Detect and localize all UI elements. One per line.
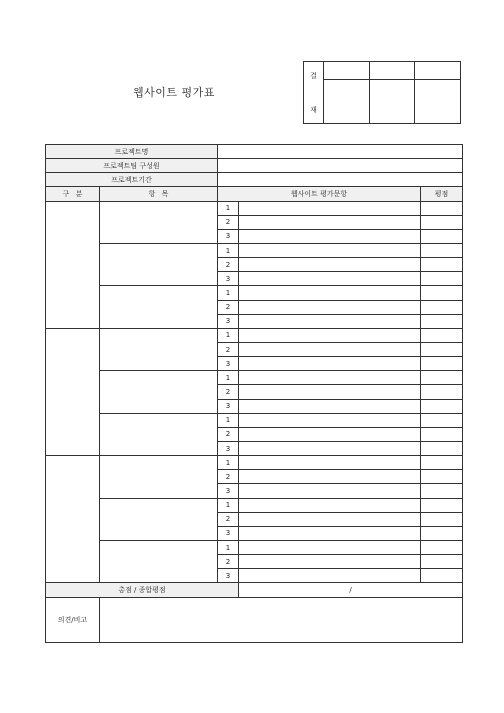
score-cell[interactable]	[421, 314, 463, 328]
item-cell[interactable]	[100, 456, 218, 498]
project-team-label: 프로젝트팀 구성원	[46, 159, 218, 173]
page-title: 웹사이트 평가표	[133, 86, 215, 99]
question-cell[interactable]	[239, 371, 421, 385]
question-number: 2	[218, 385, 239, 399]
score-cell[interactable]	[421, 427, 463, 441]
question-cell[interactable]	[239, 540, 421, 554]
approval-label-bottom: 재	[310, 105, 317, 114]
question-cell[interactable]	[239, 526, 421, 540]
question-number: 3	[218, 569, 239, 583]
approval-box	[303, 61, 461, 124]
approval-title-cell[interactable]	[324, 62, 370, 80]
question-cell[interactable]	[239, 272, 421, 286]
approval-title-cell[interactable]	[369, 62, 415, 80]
question-cell[interactable]	[239, 569, 421, 583]
question-number: 2	[218, 342, 239, 356]
question-cell[interactable]	[239, 399, 421, 413]
project-name-field[interactable]	[218, 145, 463, 159]
question-cell[interactable]	[239, 427, 421, 441]
question-cell[interactable]	[239, 484, 421, 498]
question-number: 3	[218, 484, 239, 498]
item-cell[interactable]	[100, 540, 218, 582]
question-cell[interactable]	[239, 328, 421, 342]
question-number: 1	[218, 201, 239, 215]
score-cell[interactable]	[421, 300, 463, 314]
project-team-field[interactable]	[218, 159, 463, 173]
score-cell[interactable]	[421, 371, 463, 385]
item-cell[interactable]	[100, 413, 218, 455]
question-cell[interactable]	[239, 201, 421, 215]
question-number: 1	[218, 286, 239, 300]
category-cell[interactable]	[46, 456, 100, 583]
project-period-label: 프로젝트기간	[46, 173, 218, 187]
item-cell[interactable]	[100, 286, 218, 328]
project-name-label: 프로젝트명	[46, 145, 218, 159]
score-cell[interactable]	[421, 272, 463, 286]
question-number: 1	[218, 328, 239, 342]
item-cell[interactable]	[100, 371, 218, 413]
score-cell[interactable]	[421, 286, 463, 300]
category-cell[interactable]	[46, 201, 100, 328]
category-cell[interactable]	[46, 328, 100, 455]
score-cell[interactable]	[421, 569, 463, 583]
question-number: 1	[218, 540, 239, 554]
score-cell[interactable]	[421, 456, 463, 470]
score-cell[interactable]	[421, 540, 463, 554]
question-number: 3	[218, 314, 239, 328]
evaluation-table	[45, 144, 463, 643]
question-cell[interactable]	[239, 470, 421, 484]
score-cell[interactable]	[421, 526, 463, 540]
question-number: 2	[218, 427, 239, 441]
item-cell[interactable]	[100, 201, 218, 243]
score-cell[interactable]	[421, 498, 463, 512]
approval-sign-cell[interactable]	[324, 80, 370, 124]
question-cell[interactable]	[239, 342, 421, 356]
question-number: 3	[218, 441, 239, 455]
score-cell[interactable]	[421, 258, 463, 272]
approval-label	[304, 62, 324, 124]
question-number: 1	[218, 243, 239, 257]
question-cell[interactable]	[239, 555, 421, 569]
question-cell[interactable]	[239, 286, 421, 300]
total-score-label: 총점 / 종합평점	[46, 583, 239, 597]
score-cell[interactable]	[421, 243, 463, 257]
score-cell[interactable]	[421, 399, 463, 413]
score-cell[interactable]	[421, 328, 463, 342]
question-number: 2	[218, 555, 239, 569]
question-cell[interactable]	[239, 314, 421, 328]
question-number: 2	[218, 512, 239, 526]
question-number: 3	[218, 357, 239, 371]
question-cell[interactable]	[239, 385, 421, 399]
score-cell[interactable]	[421, 385, 463, 399]
question-header: 웹사이트 평가문항	[218, 187, 421, 201]
score-header: 평점	[421, 187, 463, 201]
question-number: 1	[218, 413, 239, 427]
score-cell[interactable]	[421, 357, 463, 371]
score-cell[interactable]	[421, 201, 463, 215]
question-cell[interactable]	[239, 512, 421, 526]
question-number: 2	[218, 300, 239, 314]
question-cell[interactable]	[239, 357, 421, 371]
question-number: 1	[218, 498, 239, 512]
approval-title-cell[interactable]	[415, 62, 461, 80]
question-cell[interactable]	[239, 300, 421, 314]
approval-label-top: 결	[310, 71, 317, 80]
question-cell[interactable]	[239, 413, 421, 427]
question-number: 2	[218, 258, 239, 272]
score-cell[interactable]	[421, 229, 463, 243]
score-cell[interactable]	[421, 342, 463, 356]
question-cell[interactable]	[239, 441, 421, 455]
item-cell[interactable]	[100, 243, 218, 285]
score-cell[interactable]	[421, 413, 463, 427]
total-score-value[interactable]: /	[239, 583, 463, 597]
item-cell[interactable]	[100, 328, 218, 370]
score-cell[interactable]	[421, 441, 463, 455]
score-cell[interactable]	[421, 215, 463, 229]
question-cell[interactable]	[239, 229, 421, 243]
score-cell[interactable]	[421, 512, 463, 526]
question-number: 3	[218, 272, 239, 286]
item-header: 항 목	[100, 187, 218, 201]
approval-sign-cell[interactable]	[415, 80, 461, 124]
question-cell[interactable]	[239, 215, 421, 229]
question-number: 1	[218, 371, 239, 385]
score-cell[interactable]	[421, 484, 463, 498]
question-cell[interactable]	[239, 258, 421, 272]
question-number: 2	[218, 470, 239, 484]
question-cell[interactable]	[239, 243, 421, 257]
question-number: 1	[218, 456, 239, 470]
score-cell[interactable]	[421, 470, 463, 484]
score-cell[interactable]	[421, 555, 463, 569]
question-number: 3	[218, 229, 239, 243]
question-cell[interactable]	[239, 456, 421, 470]
question-number: 2	[218, 215, 239, 229]
approval-sign-cell[interactable]	[369, 80, 415, 124]
question-cell[interactable]	[239, 498, 421, 512]
project-period-field[interactable]	[218, 173, 463, 187]
question-number: 3	[218, 399, 239, 413]
item-cell[interactable]	[100, 498, 218, 540]
remarks-field[interactable]	[100, 597, 463, 642]
category-header: 구 분	[46, 187, 100, 201]
question-number: 3	[218, 526, 239, 540]
remarks-label: 의견/비고	[46, 597, 100, 642]
